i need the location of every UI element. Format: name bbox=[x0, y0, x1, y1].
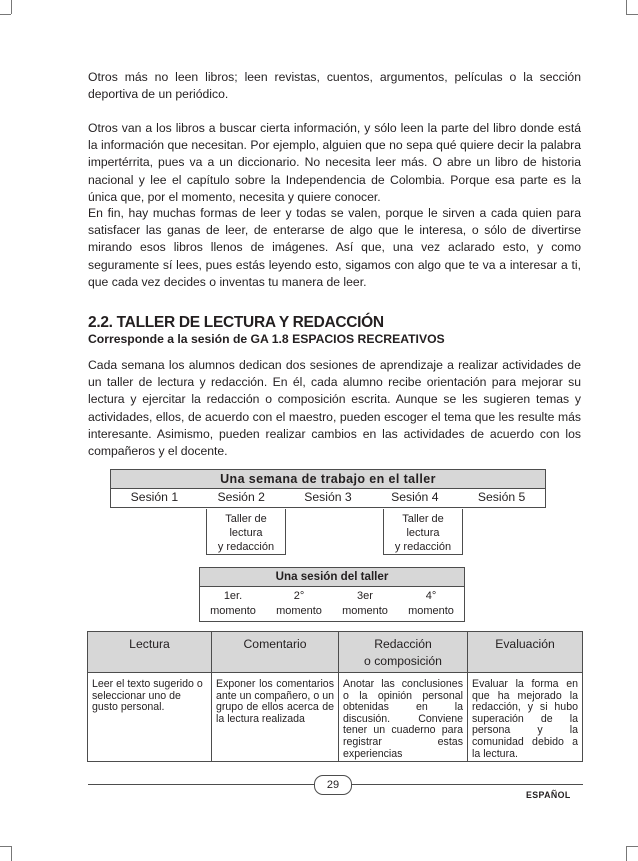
cell-comentario: Exponer los comentarios ante un compañero, o un grupo de ellos acerca de la lectura realizada bbox=[212, 673, 339, 761]
footer-rule-right bbox=[350, 784, 583, 785]
crop-mark bbox=[626, 846, 627, 861]
section-title: 2.2. TALLER DE LECTURA Y REDACCIÓN bbox=[88, 314, 384, 331]
paragraph-2: Otros van a los libros a buscar cierta información, y sólo leen la parte del libro donde está la información que necesitan. Por ejemplo, alguien que no sepa qué quiere decir la palabra impertérrita, pues va a un diccionario. No necesita leer más. O abre un libro de historia nacional y lee el capítulo sobre la Independencia de Colombia. Porque esa parte es la única que, por el momento, necesita y quiere conocer. bbox=[88, 121, 581, 204]
crop-mark bbox=[0, 14, 11, 15]
workshop-box-session-2 bbox=[206, 509, 286, 555]
footer-rule-left bbox=[88, 784, 314, 785]
section-subtitle: Corresponde a la sesión de GA 1.8 ESPACIOS RECREATIVOS bbox=[88, 332, 445, 346]
activity-table-body bbox=[88, 673, 582, 761]
page-number: 29 bbox=[314, 775, 352, 795]
crop-mark bbox=[626, 846, 638, 847]
moment-label: momento bbox=[210, 605, 256, 617]
crop-mark bbox=[626, 0, 627, 14]
header-evaluacion: Evaluación bbox=[495, 637, 555, 651]
workshop-label-line: lectura bbox=[406, 527, 440, 539]
workshop-label-line: y redacción bbox=[394, 541, 452, 553]
activity-table bbox=[87, 631, 583, 762]
activity-table-header bbox=[88, 632, 582, 673]
paragraph-3: En fin, hay muchas formas de leer y todas se valen, porque le sirven a cada quien para satisfacer las ganas de leer, de enterarse de algo que le interesa, o sólo de divertirse mirando esos libros llenos de imágenes. Así que, una vez aclarado esto, y como seguramente sí lees, pues estás leyendo esto, sigamos con algo que te va a interesar a ti, que cada vez decides o inventas tu manera de leer. bbox=[88, 206, 581, 289]
workshop-box-session-4 bbox=[383, 509, 463, 555]
workshop-label-line: y redacción bbox=[217, 541, 275, 553]
session-moments-row bbox=[199, 586, 465, 622]
session-cell: Sesión 1 bbox=[130, 490, 179, 504]
moment-label: momento bbox=[408, 605, 454, 617]
workshop-label-line: lectura bbox=[229, 527, 263, 539]
session-cell: Sesión 5 bbox=[477, 490, 526, 504]
subject-label: ESPAÑOL bbox=[526, 790, 571, 800]
header-redaccion-line-1: Redacción bbox=[374, 637, 432, 651]
moment-number: 3er bbox=[357, 590, 373, 602]
workshop-label-line: Taller de bbox=[402, 513, 444, 525]
moment-number: 1er. bbox=[223, 590, 243, 602]
header-lectura: Lectura bbox=[88, 632, 212, 672]
crop-mark bbox=[0, 846, 11, 847]
session-cell: Sesión 3 bbox=[304, 490, 352, 504]
moment-cell bbox=[398, 586, 464, 621]
session-cell: Sesión 4 bbox=[391, 490, 439, 504]
cell-evaluacion: Evaluar la forma en que ha mejorado la redacción, y si hubo superación de la persona y la comunidad debido a la lectura. bbox=[472, 678, 578, 760]
header-redaccion bbox=[339, 632, 468, 672]
moment-number: 4° bbox=[425, 590, 437, 602]
paragraph-4: Cada semana los alumnos dedican dos sesiones de aprendizaje a realizar actividades de un taller de lectura y redacción. En él, cada alumno recibe orientación para mejorar su lectura y ejercitar la redacción o composición escrita. Aunque se les sugieren temas y actividades, ellos, de acuerdo con el maestro, pueden escoger el tema que les resulte más interesante. Asimismo, pueden realizar cambios en las actividades de acuerdo con los compañeros y el docente. bbox=[88, 358, 581, 459]
cell-lectura: Leer el texto sugerido o seleccionar uno de gusto personal. bbox=[88, 673, 212, 761]
crop-mark bbox=[626, 14, 638, 15]
workshop-label-line: Taller de bbox=[225, 513, 267, 525]
header-comentario: Comentario bbox=[212, 632, 339, 672]
session-cell: Sesión 2 bbox=[217, 490, 265, 504]
week-table-title: Una semana de trabajo en el taller bbox=[110, 469, 546, 489]
paragraph-1: Otros más no leen libros; leen revistas, cuentos, argumentos, películas o la sección deportiva de un periódico. bbox=[88, 70, 581, 102]
moment-number: 2° bbox=[293, 590, 305, 602]
moment-cell bbox=[200, 586, 266, 621]
session-table-title: Una sesión del taller bbox=[199, 567, 465, 587]
crop-mark bbox=[11, 846, 12, 861]
moment-label: momento bbox=[276, 605, 322, 617]
moment-label: momento bbox=[342, 605, 388, 617]
week-sessions-row bbox=[110, 488, 546, 508]
crop-mark bbox=[11, 0, 12, 14]
header-redaccion-line-2: o composición bbox=[364, 654, 442, 668]
cell-redaccion: Anotar las conclusiones o la opinión personal obtenidas en la discusión. Conviene tener un cuaderno para registrar estas experiencias bbox=[339, 673, 468, 761]
moment-cell bbox=[266, 586, 332, 621]
moment-cell bbox=[332, 586, 398, 621]
